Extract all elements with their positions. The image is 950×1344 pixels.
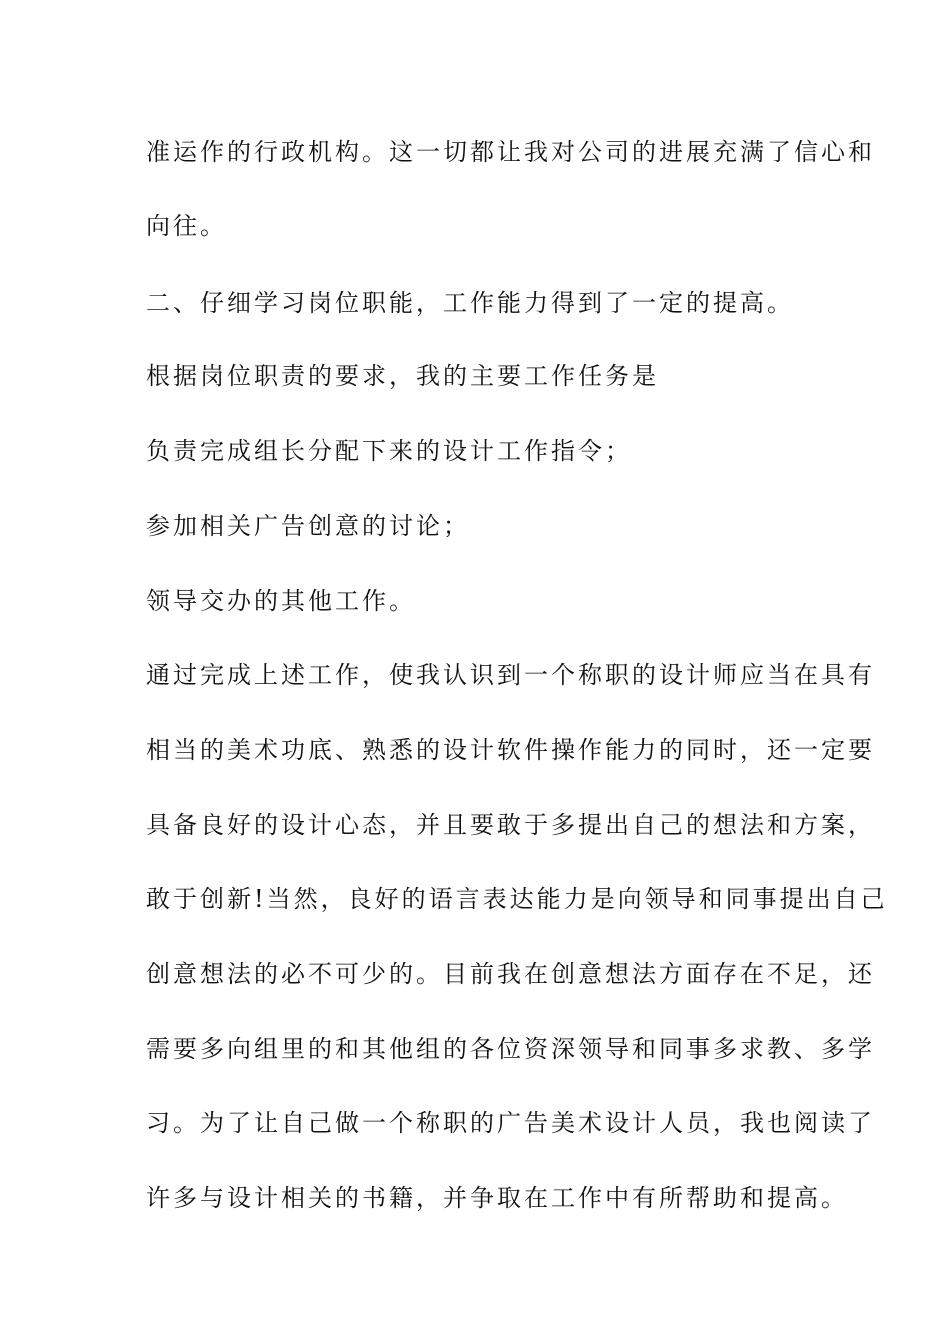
- paragraph-line: 需要多向组里的和其他组的各位资深领导和同事多求教、多学: [146, 1035, 875, 1063]
- section-heading: 二、仔细学习岗位职能，工作能力得到了一定的提高。: [146, 289, 794, 317]
- paragraph-line: 习。为了让自己做一个称职的广告美术设计人员，我也阅读了: [146, 1109, 875, 1137]
- paragraph-line: 向往。: [146, 212, 227, 240]
- paragraph-line: 相当的美术功底、熟悉的设计软件操作能力的同时，还一定要: [146, 736, 875, 764]
- list-item: 参加相关广告创意的讨论；: [146, 512, 470, 540]
- paragraph-line: 敢于创新!当然，良好的语言表达能力是向领导和同事提出自己: [146, 885, 888, 913]
- paragraph-line: 准运作的行政机构。这一切都让我对公司的进展充满了信心和: [146, 138, 875, 166]
- list-item: 负责完成组长分配下来的设计工作指令；: [146, 437, 632, 465]
- paragraph-line: 许多与设计相关的书籍，并争取在工作中有所帮助和提高。: [146, 1184, 848, 1212]
- paragraph-line: 创意想法的必不可少的。目前我在创意想法方面存在不足，还: [146, 960, 875, 988]
- list-item: 领导交办的其他工作。: [146, 587, 416, 615]
- paragraph-line: 根据岗位职责的要求，我的主要工作任务是: [146, 362, 659, 390]
- paragraph-line: 具备良好的设计心态，并且要敢于多提出自己的想法和方案，: [146, 811, 875, 839]
- paragraph-line: 通过完成上述工作，使我认识到一个称职的设计师应当在具有: [146, 661, 875, 689]
